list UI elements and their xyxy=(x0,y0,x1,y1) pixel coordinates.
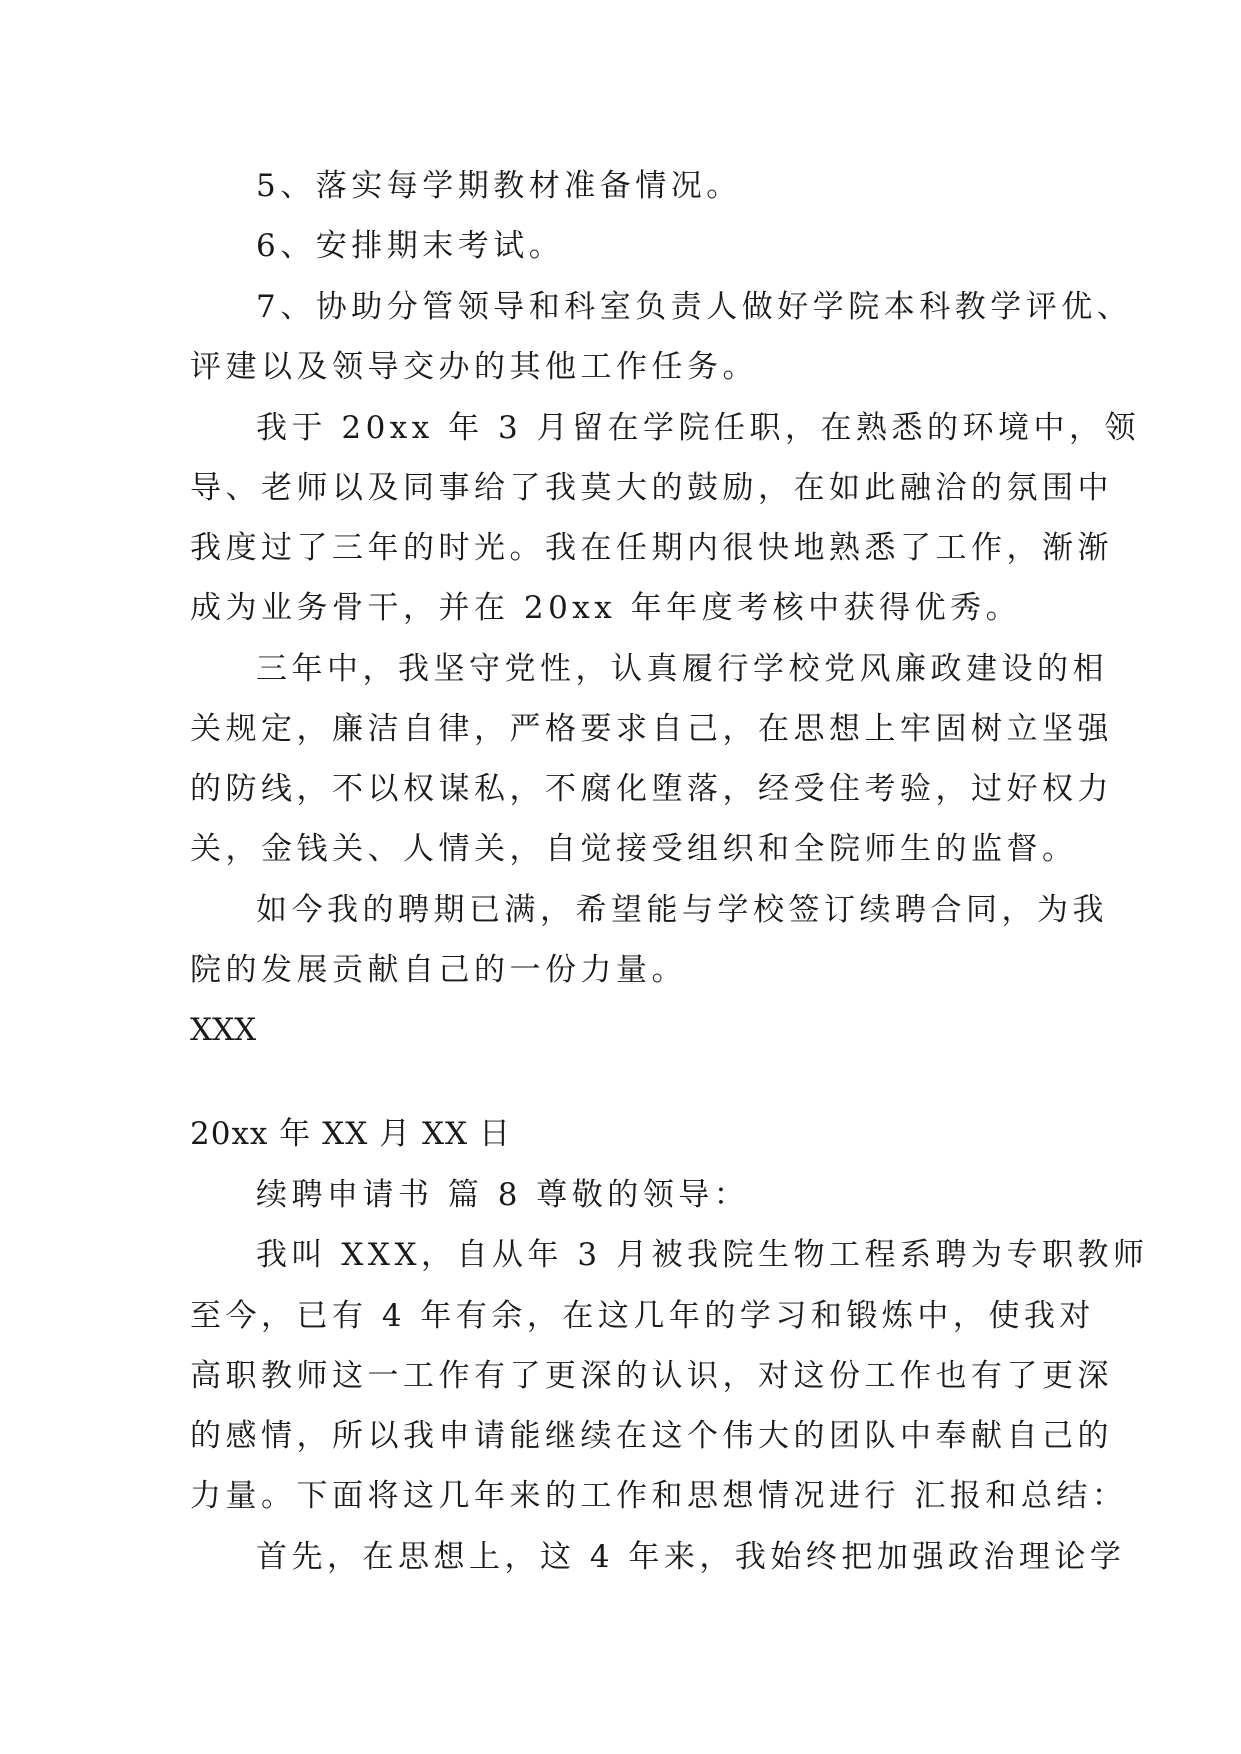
paragraph-line: 首先，在思想上，这 4 年来，我始终把加强政治理论学 xyxy=(256,1539,1126,1575)
paragraph-line: 评建以及领导交办的其他工作任务。 xyxy=(190,349,758,385)
paragraph-line: 高职教师这一工作有了更深的认识，对这份工作也有了更深 xyxy=(190,1358,1113,1394)
signature-name: XXX xyxy=(190,1012,257,1048)
paragraph-line: 关，金钱关、人情关，自觉接受组织和全院师生的监督。 xyxy=(190,831,1078,867)
paragraph-line: 力量。下面将这几年来的工作和思想情况进行 汇报和总结： xyxy=(190,1478,1128,1514)
paragraph-line: 导、老师以及同事给了我莫大的鼓励，在如此融洽的氛围中 xyxy=(190,470,1113,506)
signature-date: 20xx 年 XX 月 XX 日 xyxy=(190,1116,511,1152)
paragraph-line: 院的发展贡献自己的一份力量。 xyxy=(190,952,687,988)
paragraph-line: 如今我的聘期已满，希望能与学校签订续聘合同，为我 xyxy=(256,892,1108,928)
paragraph-line: 7、协助分管领导和科室负责人做好学院本科教学评优、 xyxy=(256,289,1133,325)
paragraph-line: 我度过了三年的时光。我在任期内很快地熟悉了工作，渐渐 xyxy=(190,530,1113,566)
paragraph-line: 关规定，廉洁自律，严格要求自己，在思想上牢固树立坚强 xyxy=(190,711,1113,747)
paragraph-line: 6、安排期末考试。 xyxy=(256,228,565,264)
paragraph-line: 三年中，我坚守党性，认真履行学校党风廉政建设的相 xyxy=(256,651,1108,687)
paragraph-line: 我于 20xx 年 3 月留在学院任职，在熟悉的环境中，领 xyxy=(256,410,1141,446)
paragraph-line: 的防线，不以权谋私，不腐化堕落，经受住考验，过好权力 xyxy=(190,771,1113,807)
paragraph-line: 的感情，所以我申请能继续在这个伟大的团队中奉献自己的 xyxy=(190,1418,1113,1454)
paragraph-line: 我叫 XXX，自从年 3 月被我院生物工程系聘为专职教师 xyxy=(256,1237,1149,1273)
paragraph-line: 5、落实每学期教材准备情况。 xyxy=(256,168,742,204)
paragraph-line: 成为业务骨干，并在 20xx 年年度考核中获得优秀。 xyxy=(190,590,1022,626)
section-heading: 续聘申请书 篇 8 尊敬的领导： xyxy=(256,1177,750,1213)
paragraph-line: 至今，已有 4 年有余，在这几年的学习和锻炼中，使我对 xyxy=(190,1298,1095,1334)
